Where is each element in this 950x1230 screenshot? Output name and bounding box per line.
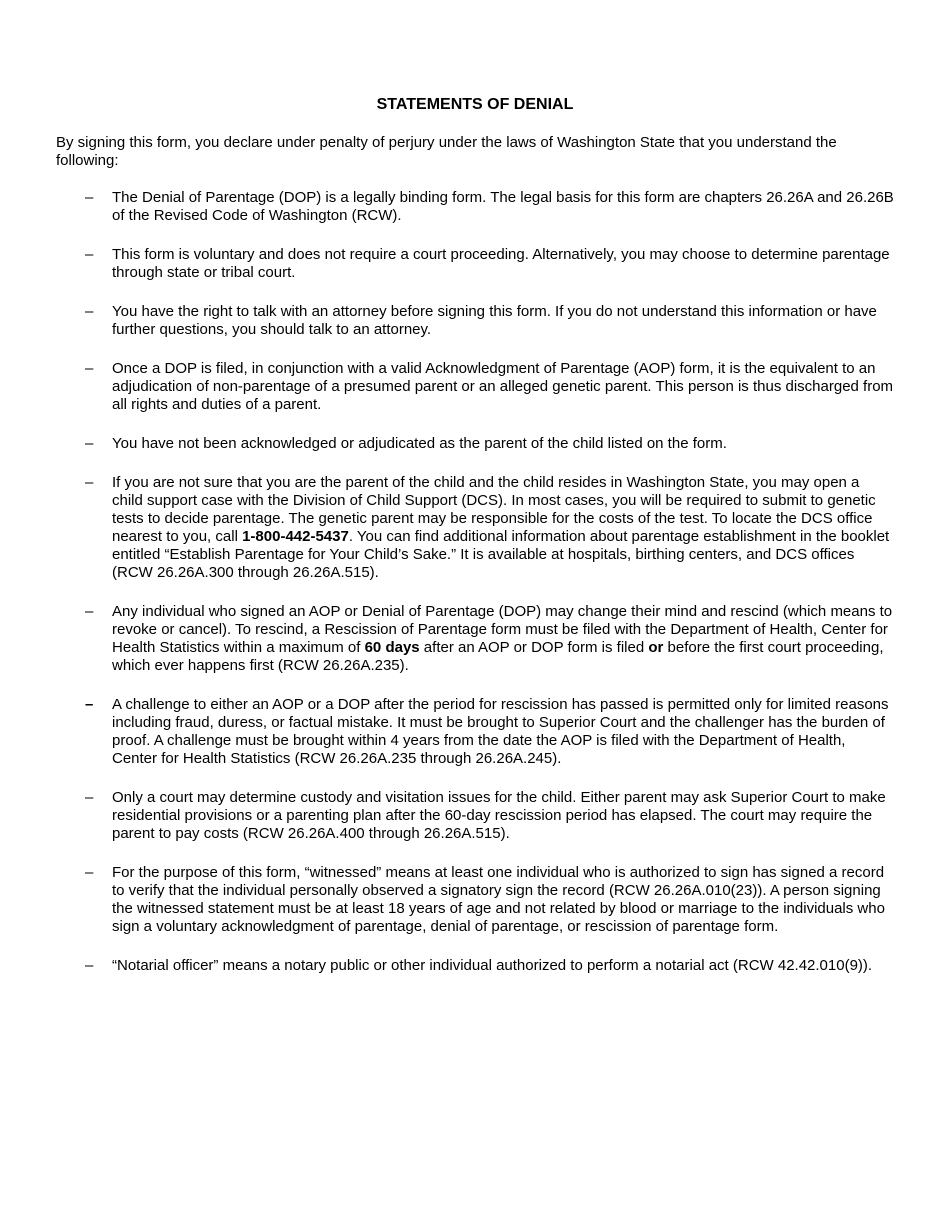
list-item bbox=[56, 360, 894, 414]
list-item bbox=[56, 246, 894, 282]
intro-paragraph: By signing this form, you declare under penalty of perjury under the laws of Washington State that you understand the following: bbox=[56, 134, 837, 169]
dash-bullet: – bbox=[85, 696, 94, 713]
rescission-period: 60 days bbox=[364, 639, 420, 656]
emphasis-or: or bbox=[648, 639, 664, 656]
dash-bullet: – bbox=[85, 603, 94, 620]
item-text: “Notarial officer” means a notary public or other individual authorized to perform a notarial act (RCW 42.42.010(9)). bbox=[112, 957, 873, 974]
item-text: after an AOP or DOP form is filed bbox=[419, 639, 649, 656]
dash-bullet: – bbox=[85, 435, 94, 452]
dash-bullet: – bbox=[85, 303, 94, 320]
dash-bullet: – bbox=[85, 474, 94, 491]
item-text: A challenge to either an AOP or a DOP after the period for rescission has passed is permitted only for limited reasons including fraud, duress, or factual mistake. It must be brought to Superior Court and the challenger has the burden of proof. A challenge must be brought within 4 years from the date the AOP is filed with the Department of Health, Center for Health Statistics (RCW 26.26A.235 through 26.26A.245). bbox=[112, 696, 889, 767]
list-item bbox=[56, 603, 894, 675]
dash-bullet: – bbox=[85, 957, 94, 974]
dash-bullet: – bbox=[85, 246, 94, 263]
dash-bullet: – bbox=[85, 189, 94, 206]
dash-bullet: – bbox=[85, 864, 94, 881]
item-text: Once a DOP is filed, in conjunction with a valid Acknowledgment of Parentage (AOP) form, it is the equivalent to an adjudication of non-parentage of a presumed parent or an alleged genetic parent. This person is thus discharged from all rights and duties of a parent. bbox=[112, 360, 894, 413]
item-text: The Denial of Parentage (DOP) is a legally binding form. The legal basis for this form are chapters 26.26A and 26.26B of the Revised Code of Washington (RCW). bbox=[112, 189, 894, 224]
list-item bbox=[56, 303, 894, 339]
item-text: This form is voluntary and does not require a court proceeding. Alternatively, you may choose to determine parentage through state or tribal court. bbox=[112, 246, 890, 281]
list-item bbox=[56, 189, 894, 225]
item-text: before the first court proceeding, which ever happens first (RCW 26.26A.235). bbox=[112, 639, 884, 674]
item-text: You have not been acknowledged or adjudicated as the parent of the child listed on the form. bbox=[112, 435, 727, 452]
dash-bullet: – bbox=[85, 360, 94, 377]
list-item bbox=[56, 864, 894, 936]
dash-bullet: – bbox=[85, 789, 94, 806]
list-item bbox=[56, 957, 894, 975]
item-text: If you are not sure that you are the parent of the child and the child resides in Washington State, you may open a child support case with the Division of Child Support (DCS). In most cases, you will be required to submit to genetic tests to decide parentage. The genetic parent may be responsible for the costs of the test. To locate the DCS office nearest to you, call bbox=[112, 474, 876, 545]
list-item bbox=[56, 474, 894, 582]
dcs-phone-number: 1-800-442-5437 bbox=[242, 528, 349, 545]
statements-list bbox=[56, 189, 894, 975]
list-item bbox=[56, 435, 894, 453]
item-text: Only a court may determine custody and visitation issues for the child. Either parent may ask Superior Court to make residential provisions or a parenting plan after the 60-day rescission period has elapsed. The court may require the parent to pay costs (RCW 26.26A.400 through 26.26A.515). bbox=[112, 789, 886, 842]
list-item bbox=[56, 789, 894, 843]
item-text: For the purpose of this form, “witnessed” means at least one individual who is authorized to sign has signed a record to verify that the individual personally observed a signatory sign the record (RCW 26.26A.010(23)). A person signing the witnessed statement must be at least 18 years of age and not related by blood or marriage to the individuals who sign a voluntary acknowledgment of parentage, denial of parentage, or rescission of parentage form. bbox=[112, 864, 885, 935]
item-text: You have the right to talk with an attorney before signing this form. If you do not understand this information or have further questions, you should talk to an attorney. bbox=[112, 303, 877, 338]
list-item bbox=[56, 696, 894, 768]
item-text: Any individual who signed an AOP or Denial of Parentage (DOP) may change their mind and rescind (which means to revoke or cancel). To rescind, a Rescission of Parentage form must be filed with the Department of Health, Center for Health Statistics within a maximum of bbox=[112, 603, 893, 656]
item-text: . You can find additional information about parentage establishment in the booklet entitled “Establish Parentage for Your Child’s Sake.” It is available at hospitals, birthing centers, and DCS offices (RCW 26.26A.300 through 26.26A.515). bbox=[112, 528, 890, 581]
page-title: STATEMENTS OF DENIAL bbox=[376, 96, 574, 113]
